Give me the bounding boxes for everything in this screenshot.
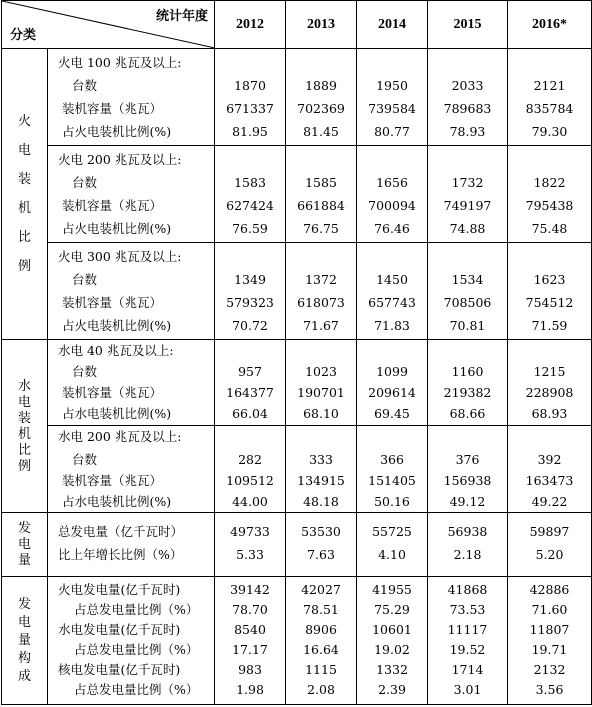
row-label: 装机容量（兆瓦） [62,101,163,116]
label-cell [48,426,215,513]
value-cell-2016: 1623 754512 71.59 [508,243,592,340]
year-header-2016: 2016* [508,1,592,49]
category-thermal-share: 火 电 装 机 比 例 [2,49,48,340]
row-label: 占火电装机比例(%) [62,221,172,236]
value-cell-2012: 49733 5.33 [215,513,286,577]
row-label: 占总发电量比例（%） [74,682,199,697]
value-cell-2014: 1450 657743 71.83 [357,243,428,340]
label-cell [48,577,215,705]
label-cell [48,243,215,340]
value-cell-2012: 1870 671337 81.95 [215,49,286,146]
value-cell-2013: 1372 618073 71.67 [286,243,357,340]
value-cell-2014: 1656 700094 76.46 [357,146,428,243]
section-title: 水电 40 兆瓦及以上: [58,343,174,358]
row-label: 占总发电量比例（%） [74,602,199,617]
value-cell-2016: 1822 795438 75.48 [508,146,592,243]
row-label: 比上年增长比例（%） [58,547,183,562]
section-row-thermal-200 [2,146,592,243]
value-cell-2012: 1349 579323 70.72 [215,243,286,340]
diagonal-header-cell [2,1,215,49]
category-composition: 发 电 量 构 成 [2,577,48,705]
row-label: 占总发电量比例（%） [74,642,199,657]
row-label: 台数 [72,452,98,467]
value-cell-2016: 392 163473 49.22 [508,426,592,513]
row-label: 台数 [72,175,98,190]
section-row-thermal-100 [2,49,592,146]
value-cell-2013: 1889 702369 81.45 [286,49,357,146]
value-cell-2016: 2121 835784 79.30 [508,49,592,146]
label-cell [48,49,215,146]
value-cell-2012: 1583 627424 76.59 [215,146,286,243]
value-cell-2016: 42886 71.60 11807 19.71 2132 3.56 [508,577,592,705]
label-cell [48,513,215,577]
value-cell-2013: 53530 7.63 [286,513,357,577]
value-cell-2016: 1215 228908 68.93 [508,340,592,426]
year-header-2014: 2014 [357,1,428,49]
value-cell-2013: 42027 78.51 8906 16.64 1115 2.08 [286,577,357,705]
category-generation: 发 电 量 [2,513,48,577]
row-label: 装机容量（兆瓦） [62,295,163,310]
section-title: 火电 200 兆瓦及以上: [58,152,182,167]
section-title: 水电 200 兆瓦及以上: [58,429,182,444]
value-cell-2016: 59897 5.20 [508,513,592,577]
category-label: 分类 [10,27,37,42]
row-label: 占水电装机比例(%) [62,494,172,509]
row-label: 水电发电量(亿千瓦时) [58,622,181,637]
section-row-hydro-200 [2,426,592,513]
value-cell-2015: 1534 708506 70.81 [428,243,508,340]
row-label: 占水电装机比例(%) [62,406,172,421]
value-cell-2014: 366 151405 50.16 [357,426,428,513]
value-cell-2015: 376 156938 49.12 [428,426,508,513]
value-cell-2013: 1023 190701 68.10 [286,340,357,426]
row-label: 装机容量（兆瓦） [62,198,163,213]
row-label: 台数 [72,78,98,93]
row-label: 占火电装机比例(%) [62,318,172,333]
label-cell [48,340,215,426]
row-label: 核电发电量(亿千瓦时) [58,662,181,677]
row-label: 占火电装机比例(%) [62,124,172,139]
year-header-2015: 2015 [428,1,508,49]
value-cell-2014: 1950 739584 80.77 [357,49,428,146]
value-cell-2015: 41868 73.53 11117 19.52 1714 3.01 [428,577,508,705]
row-label: 装机容量（兆瓦） [62,385,163,400]
row-label: 装机容量（兆瓦） [62,473,163,488]
section-row-thermal-300 [2,243,592,340]
value-cell-2015: 2033 789683 78.93 [428,49,508,146]
value-cell-2012: 282 109512 44.00 [215,426,286,513]
value-cell-2014: 55725 4.10 [357,513,428,577]
year-header-2012: 2012 [215,1,286,49]
row-label: 台数 [72,272,98,287]
value-cell-2014: 41955 75.29 10601 19.02 1332 2.39 [357,577,428,705]
section-row-composition [2,577,592,705]
power-statistics-table [1,0,592,705]
category-hydro-share: 水 电 装 机 比 例 [2,340,48,513]
row-label: 台数 [72,364,98,379]
section-row-generation [2,513,592,577]
section-title: 火电 100 兆瓦及以上: [58,55,182,70]
value-cell-2012: 957 164377 66.04 [215,340,286,426]
header-row [2,1,592,49]
section-row-hydro-40 [2,340,592,426]
value-cell-2013: 333 134915 48.18 [286,426,357,513]
section-title: 火电 300 兆瓦及以上: [58,249,182,264]
value-cell-2013: 1585 661884 76.75 [286,146,357,243]
value-cell-2014: 1099 209614 69.45 [357,340,428,426]
year-header-2013: 2013 [286,1,357,49]
stat-year-label: 统计年度 [155,8,208,23]
value-cell-2015: 1732 749197 74.88 [428,146,508,243]
label-cell [48,146,215,243]
value-cell-2015: 1160 219382 68.66 [428,340,508,426]
row-label: 火电发电量(亿千瓦时) [58,582,181,597]
value-cell-2015: 56938 2.18 [428,513,508,577]
value-cell-2012: 39142 78.70 8540 17.17 983 1.98 [215,577,286,705]
row-label: 总发电量（亿千瓦时） [58,524,184,539]
